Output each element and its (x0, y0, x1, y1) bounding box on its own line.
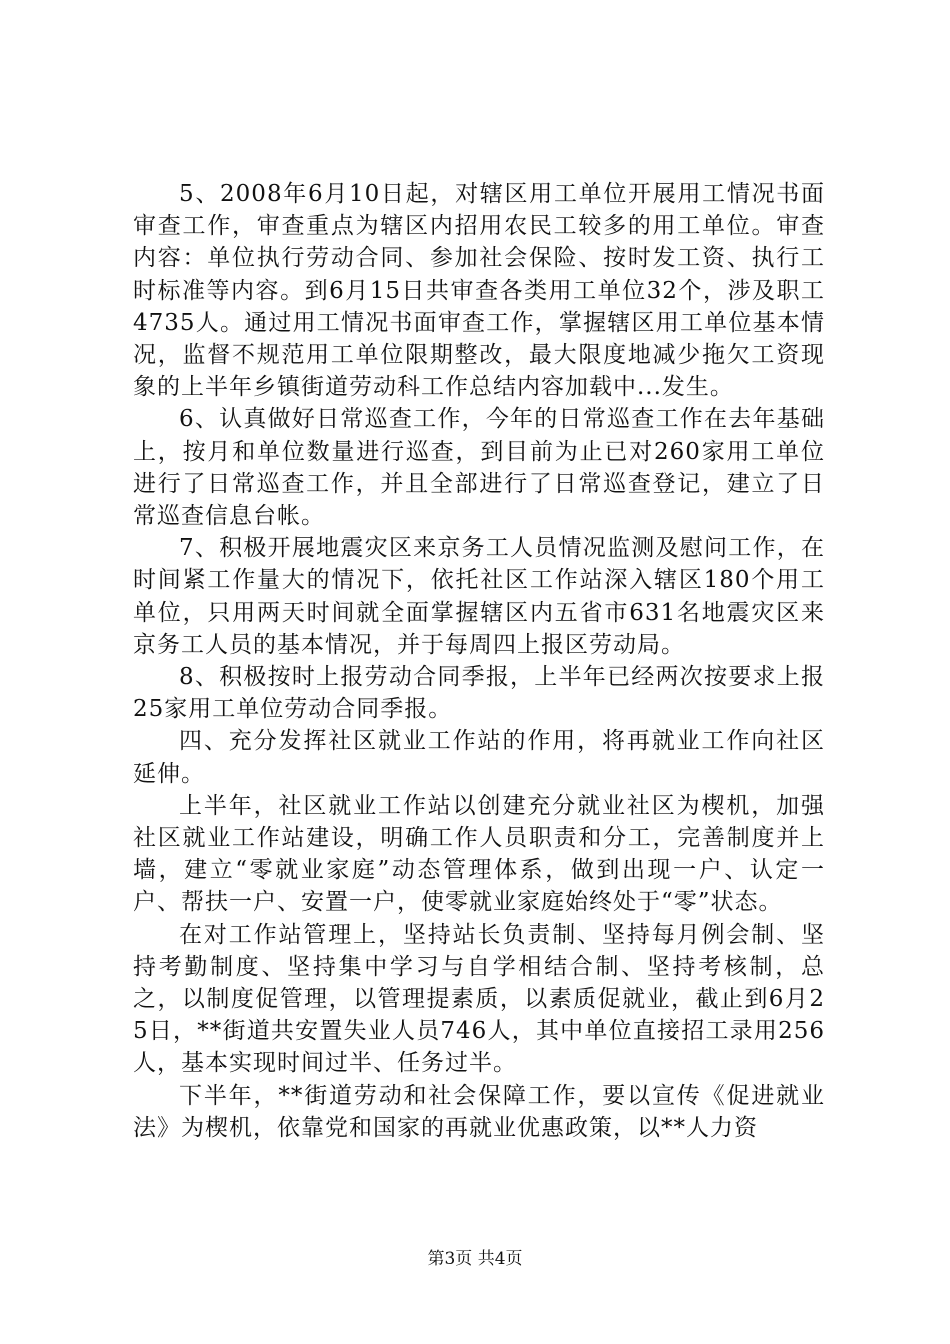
section-heading-four: 四、充分发挥社区就业工作站的作用，将再就业工作向社区延伸。 (133, 728, 825, 787)
paragraph-item-8: 8、积极按时上报劳动合同季报，上半年已经两次按要求上报25家用工单位劳动合同季报。 (133, 664, 825, 723)
paragraph-item-7: 7、积极开展地震灾区来京务工人员情况监测及慰问工作，在时间紧工作量大的情况下，依托社区工作站深入辖区180个用工单位，只用两天时间就全面掌握辖区内五省市631名地震灾区来京务工人员的基本情况，并于每周四上报区劳动局。 (133, 535, 825, 658)
paragraph-first-half: 上半年，社区就业工作站以创建充分就业社区为楔机，加强社区就业工作站建设，明确工作人员职责和分工，完善制度并上墙，建立“零就业家庭”动态管理体系，做到出现一户、认定一户、帮扶一户、安置一户，使零就业家庭始终处于“零”状态。 (133, 792, 825, 916)
paragraph-item-5: 5、2008年6月10日起，对辖区用工单位开展用工情况书面审查工作，审查重点为辖区内招用农民工较多的用工单位。审查内容：单位执行劳动合同、参加社会保险、按时发工资、执行工时标准等内容。到6月15日共审查各类用工单位32个，涉及职工4735人。通过用工情况书面审查工作，掌握辖区用工单位基本情况，监督不规范用工单位限期整改，最大限度地减少拖欠工资现象的上半年乡镇街道劳动科工作总结内容加载中...发生。 (133, 181, 825, 401)
document-body (133, 178, 825, 1144)
paragraph-item-6: 6、认真做好日常巡查工作，今年的日常巡查工作在去年基础上，按月和单位数量进行巡查，到目前为止已对260家用工单位进行了日常巡查工作，并且全部进行了日常巡查登记，建立了日常巡查信息台帐。 (133, 406, 825, 530)
paragraph-second-half: 下半年，**街道劳动和社会保障工作，要以宣传《促进就业法》为楔机，依靠党和国家的再就业优惠政策，以**人力资 (133, 1082, 825, 1141)
page-number-footer: 第3页 共4页 (427, 1249, 523, 1269)
paragraph-station-management: 在对工作站管理上，坚持站长负责制、坚持每月例会制、坚持考勤制度、坚持集中学习与自学相结合制、坚持考核制，总之，以制度促管理，以管理提素质，以素质促就业，截止到6月25日，**街道共安置失业人员746人，其中单位直接招工录用256人，基本实现时间过半、任务过半。 (133, 921, 825, 1077)
